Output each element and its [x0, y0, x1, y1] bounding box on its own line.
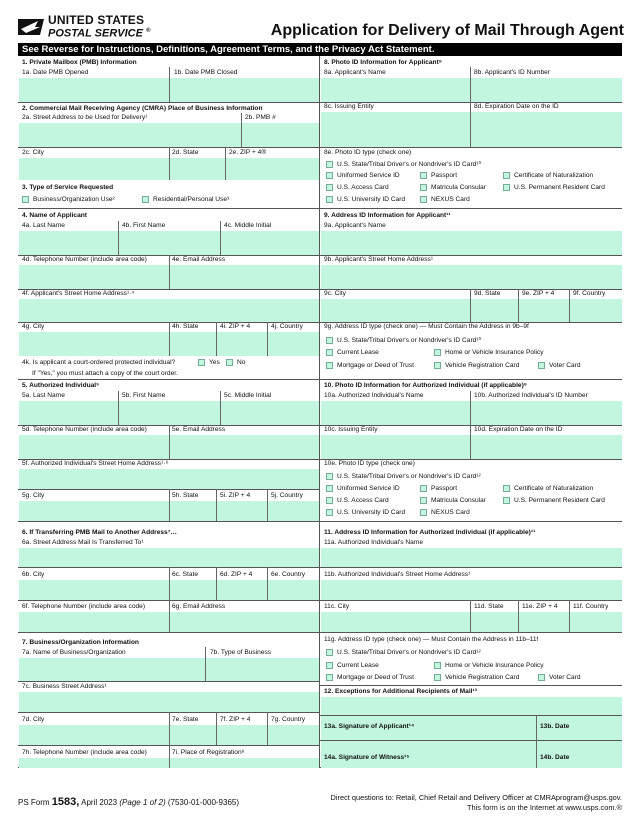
applicant-city-9c-field[interactable] — [321, 299, 470, 322]
label-5e: 5e. Email Address — [172, 426, 226, 433]
label-7e: 7e. State — [172, 716, 199, 723]
id10-access-checkbox[interactable]: U.S. Access Card — [326, 497, 389, 504]
label-11c: 11c. City — [324, 603, 350, 610]
label-4b: 4b. First Name — [122, 222, 166, 229]
label-9e: 9e. ZIP + 4 — [522, 290, 555, 297]
applicant-city-field[interactable] — [19, 332, 169, 356]
divider — [169, 425, 170, 459]
transfer-email-field[interactable] — [170, 612, 319, 632]
divider — [470, 600, 471, 632]
label-7f: 7f. ZIP + 4 — [220, 716, 251, 723]
divider — [470, 102, 471, 147]
divider — [536, 740, 537, 768]
business-street-address-field[interactable] — [19, 692, 319, 712]
label-8a: 8a. Applicant's Name — [324, 69, 386, 76]
label-2e: 2e. ZIP + 4® — [229, 149, 267, 156]
id10-matricula-checkbox[interactable]: Matricula Consular — [420, 497, 486, 504]
divider — [169, 322, 170, 356]
divider — [320, 600, 622, 601]
business-state-field[interactable] — [170, 725, 216, 745]
label-2d: 2d. State — [172, 149, 199, 156]
transfer-country-field[interactable] — [268, 580, 319, 600]
applicant-zip-field[interactable] — [217, 332, 267, 356]
divider — [216, 489, 217, 521]
label-9f: 9f. Country — [573, 290, 606, 297]
label-4f: 4f. Applicant's Street Home Address¹·⁴ — [22, 290, 135, 297]
logo-line2: POSTAL SERVICE ® — [48, 27, 151, 40]
applicant-home-address-field[interactable] — [19, 299, 319, 322]
label-4d: 4d. Telephone Number (include area code) — [22, 256, 147, 263]
addr11-voter-checkbox[interactable]: Voter Card — [538, 674, 581, 681]
label-7d: 7d. City — [22, 716, 45, 723]
id8-uniformed-checkbox[interactable]: Uniformed Service ID — [326, 172, 400, 179]
applicant-country-9f-field[interactable] — [570, 299, 622, 322]
divider — [18, 632, 320, 633]
authorized-country-field[interactable] — [268, 501, 319, 521]
transfer-street-address-field[interactable] — [19, 548, 319, 567]
label-7c: 7c. Business Street Address¹ — [22, 683, 107, 690]
divider — [320, 567, 622, 568]
label-4a: 4a. Last Name — [22, 222, 65, 229]
label-10c: 10c. Issuing Entity — [324, 426, 378, 433]
cmra-street-address-field[interactable] — [19, 123, 241, 147]
id8-access-checkbox[interactable]: U.S. Access Card — [326, 184, 389, 191]
addr9-insurance-checkbox[interactable]: Home or Vehicle Insurance Policy — [434, 349, 544, 356]
divider — [205, 647, 206, 681]
label-13b: 13b. Date — [540, 723, 570, 730]
label-4k-note: If "Yes," you must attach a copy of the court order. — [32, 370, 178, 377]
protected-yes-checkbox[interactable]: Yes — [198, 359, 220, 366]
addr11-lease-checkbox[interactable]: Current Lease — [326, 662, 379, 669]
applicant-country-field[interactable] — [268, 332, 319, 356]
divider — [18, 102, 320, 103]
applicant-zip-9e-field[interactable] — [519, 299, 569, 322]
footer-questions: Direct questions to: Retail, Chief Retail and Delivery Officer at CMRAprogram@usps.gov. — [330, 793, 622, 802]
authorized-id-number-field[interactable] — [471, 401, 622, 425]
business-city-field[interactable] — [19, 725, 169, 745]
id10-permanent-checkbox[interactable]: U.S. Permanent Resident Card — [503, 497, 605, 504]
protected-no-checkbox[interactable]: No — [226, 359, 245, 366]
label-1b: 1b. Date PMB Closed — [174, 69, 238, 76]
right-column — [320, 56, 622, 768]
applicant-email-field[interactable] — [170, 265, 319, 289]
applicant-name-8a-field[interactable] — [321, 78, 470, 102]
service-residential-checkbox[interactable]: Residential/Personal Use³ — [142, 196, 229, 203]
id8-license-checkbox[interactable]: U.S. State/Tribal Driver's or Nondriver's ID Card¹⁰ — [326, 160, 481, 168]
label-4g: 4g. City — [22, 323, 45, 330]
section-8-title: 8. Photo ID Information for Applicant⁹ — [324, 59, 442, 66]
divider — [169, 600, 170, 632]
addr9-license-checkbox[interactable]: U.S. State/Tribal Driver's or Nondriver's ID Card¹⁰ — [326, 336, 481, 344]
business-zip-field[interactable] — [217, 725, 267, 745]
divider — [18, 681, 320, 682]
label-4k: 4k. Is applicant a court-ordered protected individual? — [22, 359, 176, 366]
divider — [569, 600, 570, 632]
divider — [569, 289, 570, 322]
applicant-id-number-field[interactable] — [471, 78, 622, 102]
id10-university-checkbox[interactable]: U.S. University ID Card — [326, 509, 405, 516]
divider — [169, 745, 170, 768]
authorized-zip-11e-field[interactable] — [519, 612, 569, 632]
label-11d: 11d. State — [474, 603, 504, 610]
authorized-city-11c-field[interactable] — [321, 612, 470, 632]
form-number: 1583, — [51, 796, 80, 808]
addr11-insurance-checkbox[interactable]: Home or Vehicle Insurance Policy — [434, 662, 544, 669]
addr9-vehicle-checkbox[interactable]: Vehicle Registration Card — [434, 362, 519, 369]
addr9-voter-checkbox[interactable]: Voter Card — [538, 362, 581, 369]
label-4c: 4c. Middle Initial — [224, 222, 272, 229]
label-8b: 8b. Applicant's ID Number — [474, 69, 551, 76]
divider — [320, 521, 622, 522]
form-body — [18, 56, 622, 768]
applicant-address-9b-field[interactable] — [321, 265, 622, 289]
applicant-first-name-field[interactable] — [119, 231, 220, 255]
id8-university-checkbox[interactable]: U.S. University ID Card — [326, 196, 405, 203]
business-name-field[interactable] — [19, 658, 205, 681]
business-country-field[interactable] — [268, 725, 319, 745]
label-6f: 6f. Telephone Number (include area code) — [22, 603, 146, 610]
expiration-date-8d-field[interactable] — [471, 112, 622, 147]
id10-license-checkbox[interactable]: U.S. State/Tribal Driver's or Nondriver's ID Card¹² — [326, 473, 481, 480]
divider — [216, 712, 217, 745]
label-5j: 5j. Country — [271, 492, 303, 499]
label-6b: 6b. City — [22, 571, 45, 578]
divider — [220, 391, 221, 425]
label-7b: 7b. Type of Business — [210, 649, 272, 656]
place-of-registration-field[interactable] — [170, 758, 319, 768]
cmra-zip-field[interactable] — [226, 158, 319, 180]
label-5c: 5c. Middle Initial — [224, 392, 272, 399]
cmra-state-field[interactable] — [170, 158, 225, 180]
divider — [118, 221, 119, 255]
footer-contact — [331, 793, 622, 813]
label-10d: 10d. Expiration Date on the ID — [474, 426, 563, 433]
label-1a: 1a. Date PMB Opened — [22, 69, 89, 76]
divider — [220, 221, 221, 255]
issuing-entity-10c-field[interactable] — [321, 435, 470, 459]
date-pmb-closed-field[interactable] — [170, 78, 319, 102]
eagle-logo-icon — [18, 15, 44, 39]
divider — [267, 322, 268, 356]
label-10a: 10a. Authorized Individual's Name — [324, 392, 424, 399]
label-9g: 9g. Address ID type (check one) — Must Contain the Address in 9b–9f — [324, 323, 529, 330]
authorized-country-11f-field[interactable] — [570, 612, 622, 632]
divider — [18, 379, 320, 380]
divider — [267, 489, 268, 521]
divider — [320, 685, 622, 686]
divider — [267, 712, 268, 745]
label-8c: 8c. Issuing Entity — [324, 103, 374, 110]
applicant-state-9d-field[interactable] — [471, 299, 518, 322]
divider — [536, 715, 537, 740]
logo-registered: ® — [146, 27, 151, 34]
label-14a: 14a. Signature of Witness¹⁵ — [324, 754, 410, 761]
label-5d: 5d. Telephone Number (include area code) — [22, 426, 147, 433]
addr9-mortgage-checkbox[interactable]: Mortgage or Deed of Trust — [326, 362, 414, 369]
section-6-title: 6. If Transferring PMB Mail to Another Address⁷… — [22, 529, 178, 536]
label-6e: 6e. Country — [271, 571, 306, 578]
left-column — [18, 56, 320, 768]
divider — [320, 632, 622, 633]
usps-logo — [18, 12, 150, 42]
id8-nexus-checkbox[interactable]: NEXUS Card — [420, 196, 470, 203]
authorized-last-name-field[interactable] — [19, 401, 118, 425]
label-11a: 11a. Authorized Individual's Name — [324, 539, 424, 546]
date-pmb-opened-field[interactable] — [19, 78, 169, 102]
label-7g: 7g. Country — [271, 716, 306, 723]
form-identifier: PS Form 1583, April 2023 (Page 1 of 2) (7530-01-000-9365) — [18, 796, 240, 808]
transfer-state-field[interactable] — [170, 580, 216, 600]
divider — [470, 425, 471, 459]
divider — [470, 289, 471, 322]
transfer-zip-field[interactable] — [217, 580, 267, 600]
section-3-title: 3. Type of Service Requested — [22, 184, 114, 191]
form-header — [18, 12, 624, 42]
section-5-title: 5. Authorized Individual⁵ — [22, 382, 100, 389]
applicant-last-name-field[interactable] — [19, 231, 118, 255]
label-2a: 2a. Street Address to be Used for Delivery¹ — [22, 114, 148, 121]
label-10b: 10b. Authorized Individual's ID Number — [474, 392, 588, 399]
label-9b: 9b. Applicant's Street Home Address¹ — [324, 256, 434, 263]
divider — [320, 147, 622, 148]
label-5f: 5f. Authorized Individual's Street Home Address¹·⁶ — [22, 460, 169, 467]
page-title: Application for Delivery of Mail Through Agent — [270, 22, 624, 39]
divider — [241, 113, 242, 147]
label-9d: 9d. State — [474, 290, 501, 297]
instructions-banner: See Reverse for Instructions, Definitions, Agreement Terms, and the Privacy Act Statement. — [18, 43, 622, 56]
label-4j: 4j. Country — [271, 323, 303, 330]
label-14b: 14b. Date — [540, 754, 570, 761]
service-business-checkbox[interactable]: Business/Organization Use² — [22, 196, 115, 203]
label-5b: 5b. First Name — [122, 392, 166, 399]
id8-permanent-checkbox[interactable]: U.S. Permanent Resident Card — [503, 184, 605, 191]
divider — [18, 521, 320, 522]
label-7i: 7i. Place of Registration⁸ — [172, 749, 245, 756]
transfer-phone-field[interactable] — [19, 612, 169, 632]
divider — [320, 208, 622, 209]
applicant-state-field[interactable] — [170, 332, 216, 356]
authorized-name-10a-field[interactable] — [321, 401, 470, 425]
label-9a: 9a. Applicant's Name — [324, 222, 386, 229]
authorized-state-11d-field[interactable] — [471, 612, 518, 632]
divider — [225, 147, 226, 180]
id8-naturalization-checkbox[interactable]: Certificate of Naturalization — [503, 172, 593, 179]
divider — [169, 489, 170, 521]
section-7-title: 7. Business/Organization Information — [22, 639, 139, 646]
divider — [169, 567, 170, 600]
divider — [169, 67, 170, 102]
authorized-phone-field[interactable] — [19, 435, 169, 459]
applicant-middle-initial-field[interactable] — [221, 231, 319, 255]
authorized-zip-field[interactable] — [217, 501, 267, 521]
authorized-city-field[interactable] — [19, 501, 169, 521]
id10-naturalization-checkbox[interactable]: Certificate of Naturalization — [503, 485, 593, 492]
label-6a: 6a. Street Address Mail Is Transferred To¹ — [22, 539, 144, 546]
authorized-state-field[interactable] — [170, 501, 216, 521]
divider — [216, 567, 217, 600]
footer-internet: This form is on the Internet at www.usps.com.® — [467, 803, 622, 812]
business-phone-field[interactable] — [19, 758, 169, 768]
id10-passport-checkbox[interactable]: Passport — [420, 485, 457, 492]
label-11g: 11g. Address ID type (check one) — Must Contain the Address in 11b–11f — [324, 636, 539, 643]
divider — [169, 147, 170, 180]
id10-nexus-checkbox[interactable]: NEXUS Card — [420, 509, 470, 516]
authorized-first-name-field[interactable] — [119, 401, 220, 425]
pmb-number-field[interactable] — [242, 123, 319, 147]
logo-line1: UNITED STATES — [48, 12, 145, 27]
divider — [169, 255, 170, 289]
label-4i: 4i. ZIP + 4 — [220, 323, 251, 330]
label-5a: 5a. Last Name — [22, 392, 65, 399]
divider — [518, 600, 519, 632]
label-6c: 6c. State — [172, 571, 199, 578]
section-2-title: 2. Commercial Mail Receiving Agency (CMRA) Place of Business Information — [22, 105, 263, 112]
exceptions-field[interactable] — [321, 697, 622, 715]
label-6g: 6g. Email Address — [172, 603, 226, 610]
label-5g: 5g. City — [22, 492, 45, 499]
addr11-mortgage-checkbox[interactable]: Mortgage or Deed of Trust — [326, 674, 414, 681]
id8-passport-checkbox[interactable]: Passport — [420, 172, 457, 179]
authorized-name-11a-field[interactable] — [321, 548, 622, 567]
addr11-license-checkbox[interactable]: U.S. State/Tribal Driver's or Nondriver's ID Card¹² — [326, 649, 481, 656]
addr9-lease-checkbox[interactable]: Current Lease — [326, 349, 379, 356]
section-1-title: 1. Private Mailbox (PMB) Information — [22, 59, 137, 66]
divider — [470, 67, 471, 102]
label-10e: 10e. Photo ID type (check one) — [324, 460, 415, 467]
label-2b: 2b. PMB # — [245, 114, 276, 121]
label-5i: 5i. ZIP + 4 — [220, 492, 251, 499]
label-4e: 4e. Email Address — [172, 256, 226, 263]
section-11-title: 11. Address ID Information for Authorized Individual (if applicable)¹¹ — [324, 529, 536, 536]
label-11e: 11e. ZIP + 4 — [522, 603, 558, 610]
business-type-field[interactable] — [206, 658, 319, 681]
applicant-name-9a-field[interactable] — [321, 231, 622, 255]
label-11f: 11f. Country — [573, 603, 609, 610]
cmra-city-field[interactable] — [19, 158, 169, 180]
section-10-title: 10. Photo ID Information for Authorized Individual (if applicable)⁹ — [324, 382, 527, 389]
label-11b: 11b. Authorized Individual's Street Home Address¹ — [324, 571, 471, 578]
divider — [518, 289, 519, 322]
section-12-title: 12. Exceptions for Additional Recipients of Mail¹³ — [324, 688, 477, 695]
transfer-city-field[interactable] — [19, 580, 169, 600]
label-8e: 8e. Photo ID type (check one) — [324, 149, 412, 156]
label-9c: 9c. City — [324, 290, 346, 297]
label-2c: 2c. City — [22, 149, 44, 156]
divider — [216, 322, 217, 356]
divider — [470, 391, 471, 425]
divider — [118, 391, 119, 425]
authorized-email-field[interactable] — [170, 435, 319, 459]
section-4-title: 4. Name of Applicant — [22, 212, 87, 219]
label-7a: 7a. Name of Business/Organization — [22, 649, 126, 656]
label-6d: 6d. ZIP + 4 — [220, 571, 253, 578]
section-9-title: 9. Address ID Information for Applicant¹¹ — [324, 212, 451, 219]
applicant-phone-field[interactable] — [19, 265, 169, 289]
label-13a: 13a. Signature of Applicant¹⁴ — [324, 723, 415, 730]
divider — [320, 379, 622, 380]
divider — [267, 567, 268, 600]
divider — [169, 712, 170, 745]
id10-uniformed-checkbox[interactable]: Uniformed Service ID — [326, 485, 400, 492]
issuing-entity-8c-field[interactable] — [321, 112, 470, 147]
divider — [18, 208, 320, 209]
expiration-date-10d-field[interactable] — [471, 435, 622, 459]
addr11-vehicle-checkbox[interactable]: Vehicle Registration Card — [434, 674, 519, 681]
authorized-address-11b-field[interactable] — [321, 580, 622, 600]
authorized-middle-initial-field[interactable] — [221, 401, 319, 425]
label-7h: 7h. Telephone Number (include area code) — [22, 749, 147, 756]
label-4h: 4h. State — [172, 323, 199, 330]
id8-matricula-checkbox[interactable]: Matricula Consular — [420, 184, 486, 191]
authorized-home-address-field[interactable] — [19, 469, 319, 489]
label-8d: 8d. Expiration Date on the ID — [474, 103, 559, 110]
label-5h: 5h. State — [172, 492, 199, 499]
